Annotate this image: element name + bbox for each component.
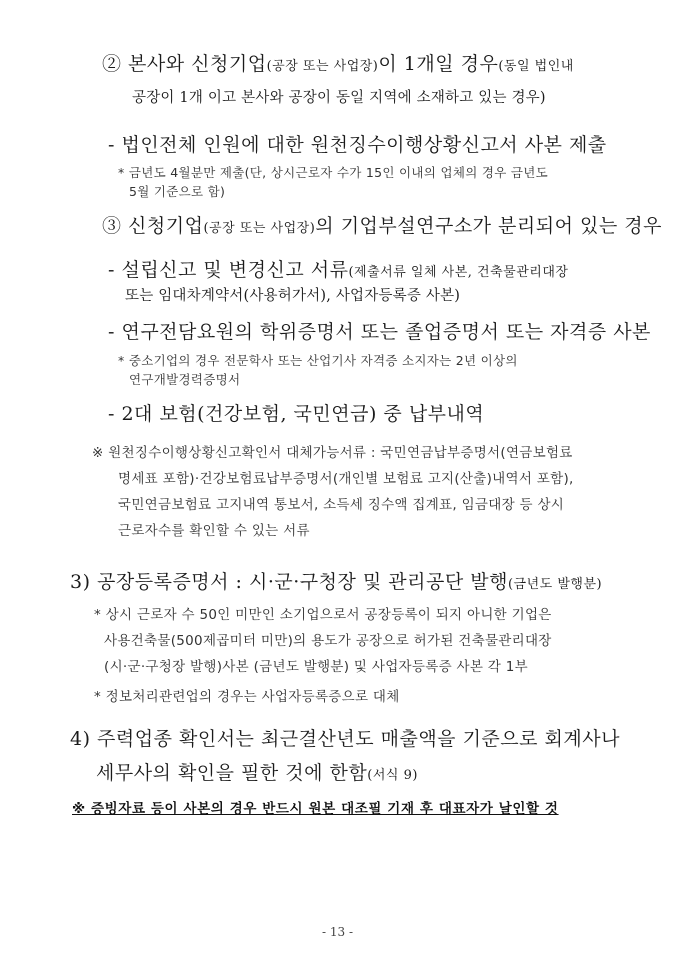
section-2-item-withholding-report: - 법인전체 인원에 대한 원천징수이행상황신고서 사본 제출: [108, 134, 607, 156]
section-2-heading-main: ② 본사와 신청기업: [102, 53, 267, 75]
reference-note-line4: 근로자수를 확인할 수 있는 서류: [118, 523, 310, 539]
item-3-note1-line1: * 상시 근로자 수 50인 미만인 소기업으로서 공장등록이 되지 아니한 기업은: [94, 607, 552, 623]
section-3-item-researcher-certificates: - 연구전담요원의 학위증명서 또는 졸업증명서 또는 자격증 사본: [108, 321, 651, 343]
section-2-note-line1: * 금년도 4월분만 제출(단, 상시근로자 수가 15인 이내의 업체의 경우 금년도: [118, 165, 548, 180]
item-4-line2: [96, 758, 418, 785]
section-3-item1-paren: (제출서류 일체 사본, 건축물관리대장: [348, 265, 569, 280]
section-3-heading-paren: (공장 또는 사업장): [203, 221, 316, 236]
section-3-item-registration-docs: [108, 255, 568, 282]
section-3-heading-rest: 의 기업부설연구소가 분리되어 있는 경우: [315, 215, 662, 237]
section-2-heading-paren: (공장 또는 사업장): [266, 59, 379, 74]
reference-note-line2: 명세표 포함)·건강보험료납부증명서(개인별 보험료 고지(산출)내역서 포함),: [118, 471, 574, 487]
section-3-heading: [102, 211, 662, 238]
item-3-note2: * 정보처리관련업의 경우는 사업자등록증으로 대체: [94, 689, 400, 705]
page-number: - 13 -: [322, 925, 354, 939]
section-3-heading-main: ③ 신청기업: [102, 215, 204, 237]
section-2-note-line2: 5월 기준으로 함): [129, 184, 226, 199]
section-2-heading-rest: 이 1개일 경우: [378, 53, 499, 75]
item-3-heading-paren: (금년도 발행분): [507, 577, 603, 592]
section-3-item-insurance-payment: - 2대 보험(건강보험, 국민연금) 중 납부내역: [108, 403, 485, 425]
item-3-heading-main: 3) 공장등록증명서 : 시·군·구청장 및 관리공단 발행: [70, 571, 508, 593]
section-2-heading-paren2: (동일 법인내: [498, 59, 574, 74]
final-notice: ※ 증빙자료 등이 사본의 경우 반드시 원본 대조필 기재 후 대표자가 날인할 것: [72, 801, 559, 817]
item-4-line2-main: 세무사의 확인을 필한 것에 한함: [96, 762, 368, 784]
item-4-line2-paren: (서식 9): [367, 768, 418, 783]
section-3-item1-main: - 설립신고 및 변경신고 서류: [108, 259, 349, 281]
section-2-heading-continuation: 공장이 1개 이고 본사와 공장이 동일 지역에 소재하고 있는 경우): [132, 90, 546, 106]
item-3-note1-line2: 사용건축물(500제곱미터 미만)의 용도가 공장으로 허가된 건축물관리대장: [104, 633, 552, 649]
section-2-heading: [102, 49, 574, 76]
reference-note-line3: 국민연금보험료 고지내역 통보서, 소득세 징수액 집계표, 임금대장 등 상시: [118, 497, 565, 513]
item-4-line1: 4) 주력업종 확인서는 최근결산년도 매출액을 기준으로 회계사나: [70, 728, 620, 750]
reference-note-line1: ※ 원천징수이행상황신고확인서 대체가능서류 : 국민연금납부증명서(연금보험료: [92, 445, 573, 461]
item-3-factory-registration-heading: [70, 567, 602, 594]
item-3-note1-line3: (시·군·구청장 발행)사본 (금년도 발행분) 및 사업자등록증 사본 각 1부: [104, 659, 528, 675]
section-3-note-line1: * 중소기업의 경우 전문학사 또는 산업기사 자격증 소지자는 2년 이상의: [118, 353, 518, 368]
section-3-note-line2: 연구개발경력증명서: [129, 372, 241, 387]
section-3-item1-continuation: 또는 임대차계약서(사용허가서), 사업자등록증 사본): [125, 288, 461, 304]
